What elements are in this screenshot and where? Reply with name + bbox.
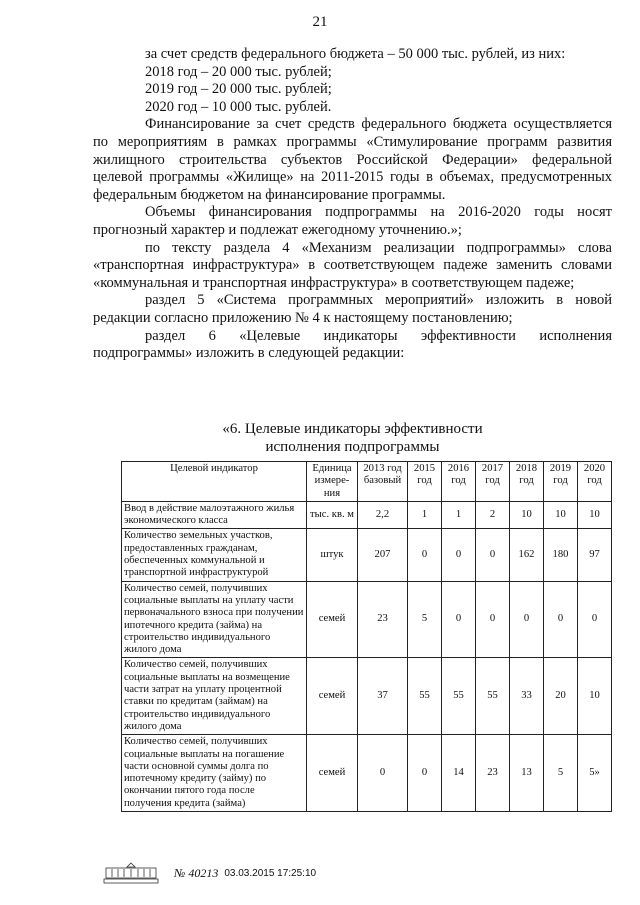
paragraph-section-6: раздел 6 «Целевые индикаторы эффективности исполнения подпрограммы» изложить в следующей редакции:: [93, 327, 612, 362]
header-unit: Единица измере-ния: [307, 462, 358, 502]
paragraph-2020: 2020 год – 10 000 тыс. рублей.: [145, 98, 332, 115]
page-number: 21: [312, 14, 328, 30]
section-heading: [93, 420, 612, 456]
table-row: [122, 581, 612, 658]
cell-2018: 162: [510, 529, 544, 581]
cell-base: 37: [358, 658, 408, 735]
cell-2020: 5»: [578, 735, 612, 812]
cell-base: 0: [358, 735, 408, 812]
cell-2015: 55: [408, 658, 442, 735]
paragraph-2018: 2018 год – 20 000 тыс. рублей;: [145, 63, 332, 80]
cell-2019: 180: [544, 529, 578, 581]
cell-2016: 55: [442, 658, 476, 735]
paragraph-section-4: по тексту раздела 4 «Механизм реализации подпрограммы» слова «транспортная инфраструктура» в соответствующем падеже заменить словами «коммунальная и транспортная инфраструктура» в соответствующем падеже;: [93, 239, 612, 291]
cell-2019: 0: [544, 581, 578, 658]
paragraph-financing: Финансирование за счет средств федерального бюджета осуществляется по мероприятиям в рамках программы «Стимулирование программ развития жилищного строительства субъектов Российской Федерации» федеральной целевой программы «Жилище» на 2011-2015 годы в объемах, предусмотренных федеральным бюджетом на финансирование программы.: [93, 116, 612, 203]
table-row: [122, 501, 612, 529]
section-heading-line1: «6. Целевые индикаторы эффективности: [222, 421, 483, 437]
cell-unit: семей: [307, 581, 358, 658]
cell-2017: 23: [476, 735, 510, 812]
cell-2020: 97: [578, 529, 612, 581]
header-2016: 2016 год: [442, 462, 476, 502]
government-building-icon: [102, 861, 160, 885]
cell-unit: семей: [307, 658, 358, 735]
document-body: [93, 46, 612, 363]
cell-2016: 1: [442, 501, 476, 529]
cell-2019: 20: [544, 658, 578, 735]
cell-indicator: Количество семей, получивших социальные выплаты на погашение части основной суммы долга по ипотечному кредиту (займу) по окончании пятого года после получения кредита (займа): [122, 735, 307, 812]
cell-unit: тыс. кв. м: [307, 501, 358, 529]
cell-base: 207: [358, 529, 408, 581]
footer-stamp: [102, 861, 316, 885]
paragraph-section-5: раздел 5 «Система программных мероприятий» изложить в новой редакции согласно приложению № 4 к настоящему постановлению;: [93, 292, 612, 326]
cell-2020: 10: [578, 501, 612, 529]
cell-2018: 13: [510, 735, 544, 812]
cell-2017: 0: [476, 581, 510, 658]
cell-indicator: Количество земельных участков, предоставленных гражданам, обеспеченных коммунальной и транспортной инфраструктурой: [122, 529, 307, 581]
cell-2018: 10: [510, 501, 544, 529]
table-row: [122, 735, 612, 812]
section-heading-line2: исполнения подпрограммы: [265, 439, 440, 455]
cell-2016: 0: [442, 529, 476, 581]
cell-unit: семей: [307, 735, 358, 812]
cell-2016: 0: [442, 581, 476, 658]
header-2020: 2020 год: [578, 462, 612, 502]
header-indicator: Целевой индикатор: [122, 462, 307, 502]
cell-2017: 55: [476, 658, 510, 735]
cell-2018: 0: [510, 581, 544, 658]
cell-2019: 5: [544, 735, 578, 812]
paragraph-federal-budget: за счет средств федерального бюджета – 50 000 тыс. рублей, из них:: [145, 46, 566, 62]
cell-unit: штук: [307, 529, 358, 581]
cell-2016: 14: [442, 735, 476, 812]
cell-base: 2,2: [358, 501, 408, 529]
cell-indicator: Ввод в действие малоэтажного жилья экономического класса: [122, 501, 307, 529]
document-timestamp: 03.03.2015 17:25:10: [224, 867, 317, 879]
table-row: [122, 529, 612, 581]
header-2015: 2015 год: [408, 462, 442, 502]
table-row: [122, 658, 612, 735]
cell-indicator: Количество семей, получивших социальные выплаты на уплату части первоначального взноса при получении ипотечного кредита (займа) на строительство индивидуального жилого дома: [122, 581, 307, 658]
header-2018: 2018 год: [510, 462, 544, 502]
cell-base: 23: [358, 581, 408, 658]
header-base: 2013 год базовый: [358, 462, 408, 502]
cell-2020: 10: [578, 658, 612, 735]
cell-2020: 0: [578, 581, 612, 658]
cell-2015: 1: [408, 501, 442, 529]
table-header-row: [122, 462, 612, 502]
header-2017: 2017 год: [476, 462, 510, 502]
header-2019: 2019 год: [544, 462, 578, 502]
document-number: № 40213: [174, 865, 219, 880]
cell-2015: 0: [408, 735, 442, 812]
cell-2015: 5: [408, 581, 442, 658]
cell-indicator: Количество семей, получивших социальные выплаты на возмещение части затрат на уплату процентной ставки по кредитам (займам) на строительство индивидуального жилого дома: [122, 658, 307, 735]
cell-2018: 33: [510, 658, 544, 735]
cell-2015: 0: [408, 529, 442, 581]
indicators-table: [121, 461, 612, 812]
cell-2017: 0: [476, 529, 510, 581]
paragraph-volumes: Объемы финансирования подпрограммы на 2016-2020 годы носят прогнозный характер и подлежат ежегодному уточнению.»;: [93, 204, 612, 238]
cell-2019: 10: [544, 501, 578, 529]
paragraph-2019: 2019 год – 20 000 тыс. рублей;: [145, 81, 332, 98]
cell-2017: 2: [476, 501, 510, 529]
